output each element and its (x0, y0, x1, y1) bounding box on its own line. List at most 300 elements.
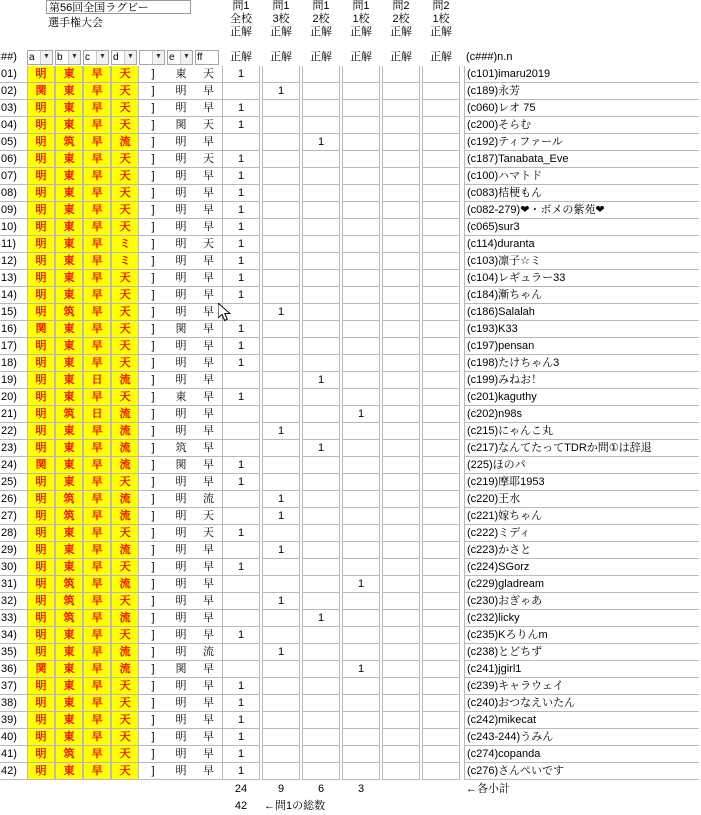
cell-answer-2 (262, 712, 300, 729)
cell-school-d: ミ (111, 236, 139, 253)
cell-school-a: 明 (27, 610, 55, 627)
cell-answer-3 (302, 83, 340, 100)
cell-answer-2 (262, 117, 300, 134)
cell-answer-6 (422, 270, 460, 287)
cell-e: 明 (167, 746, 195, 763)
table-row[interactable] (0, 270, 701, 287)
row-index: 14) (0, 287, 27, 304)
cell-bracket: ] (139, 253, 167, 270)
cell-f: 早 (195, 168, 222, 185)
cell-answer-4 (342, 457, 380, 474)
cell-answer-1 (222, 372, 260, 389)
cell-answer-6 (422, 627, 460, 644)
cell-e: 関 (167, 117, 195, 134)
cell-answer-2 (262, 151, 300, 168)
row-index: 04) (0, 117, 27, 134)
cell-name: (c201)kaguthy (464, 389, 699, 406)
cell-answer-6 (422, 457, 460, 474)
cell-answer-2 (262, 236, 300, 253)
row-index: 02) (0, 83, 27, 100)
filter-dropdown-a[interactable]: a ▼ (27, 50, 53, 65)
filter-dropdown-b[interactable]: b ▼ (55, 50, 81, 65)
grand-total-label: ←問1の総数 (264, 800, 326, 812)
cell-answer-3 (302, 66, 340, 83)
cell-school-b: 東 (55, 695, 83, 712)
cell-f: 早 (195, 576, 222, 593)
cell-answer-4 (342, 644, 380, 661)
cell-answer-5 (382, 542, 420, 559)
cell-e: 明 (167, 168, 195, 185)
cell-answer-4 (342, 763, 380, 780)
cell-school-b: 東 (55, 287, 83, 304)
row-index: 39) (0, 712, 27, 729)
cell-answer-6 (422, 712, 460, 729)
question-group-2: 問1 3校 正解 (270, 0, 292, 38)
cell-school-c: 早 (83, 661, 111, 678)
cell-school-c: 早 (83, 457, 111, 474)
cell-answer-2 (262, 219, 300, 236)
cell-answer-2 (262, 610, 300, 627)
cell-answer-4 (342, 491, 380, 508)
table-row[interactable] (0, 287, 701, 304)
cell-answer-3 (302, 100, 340, 117)
subtotal-3: 6 (317, 783, 325, 795)
table-row[interactable] (0, 134, 701, 151)
table-row[interactable] (0, 746, 701, 763)
cell-answer-1: 1 (222, 729, 260, 746)
cell-name: (c083)桔梗もん (464, 185, 699, 202)
column-header-row (0, 50, 701, 66)
table-row[interactable] (0, 644, 701, 661)
cell-answer-1: 1 (222, 66, 260, 83)
cell-school-c: 早 (83, 440, 111, 457)
cell-name: (c189)永芳 (464, 83, 699, 100)
cell-answer-2 (262, 440, 300, 457)
cell-answer-3 (302, 151, 340, 168)
title-cell: 第56回全国ラグビー (46, 0, 191, 14)
cell-bracket: ] (139, 202, 167, 219)
row-index: 22) (0, 423, 27, 440)
cell-f: 早 (195, 219, 222, 236)
cell-answer-3 (302, 406, 340, 423)
table-row[interactable] (0, 253, 701, 270)
cell-f: 早 (195, 253, 222, 270)
cell-name: (c197)pensan (464, 338, 699, 355)
cell-e: 明 (167, 151, 195, 168)
cell-f: 天 (195, 151, 222, 168)
cell-answer-6 (422, 508, 460, 525)
cell-name: (c198)たけちゃん3 (464, 355, 699, 372)
chevron-down-icon[interactable]: ▼ (124, 51, 136, 64)
cell-answer-5 (382, 338, 420, 355)
row-index: 10) (0, 219, 27, 236)
table-row[interactable] (0, 117, 701, 134)
cell-school-c: 早 (83, 491, 111, 508)
table-row[interactable] (0, 338, 701, 355)
table-row[interactable] (0, 610, 701, 627)
cell-name: (c239)キャラウェイ (464, 678, 699, 695)
cell-answer-3 (302, 321, 340, 338)
cell-answer-5 (382, 678, 420, 695)
cell-answer-1: 1 (222, 746, 260, 763)
table-row[interactable] (0, 151, 701, 168)
cell-bracket: ] (139, 627, 167, 644)
cell-name: (c104)レギュラー33 (464, 270, 699, 287)
cell-school-d: 流 (111, 423, 139, 440)
cell-school-c: 早 (83, 100, 111, 117)
answer-header-4: 正解 (350, 51, 372, 63)
cell-e: 明 (167, 627, 195, 644)
cell-answer-6 (422, 168, 460, 185)
row-index: 05) (0, 134, 27, 151)
cell-school-a: 明 (27, 763, 55, 780)
cell-school-d: 流 (111, 576, 139, 593)
cell-e: 明 (167, 525, 195, 542)
cell-school-a: 明 (27, 695, 55, 712)
cell-name: (c192)ティファール (464, 134, 699, 151)
cell-answer-4 (342, 474, 380, 491)
cell-school-c: 早 (83, 729, 111, 746)
cell-e: 明 (167, 219, 195, 236)
cell-school-a: 明 (27, 287, 55, 304)
cell-school-c: 早 (83, 287, 111, 304)
cell-answer-5 (382, 559, 420, 576)
cell-f: 早 (195, 712, 222, 729)
cell-answer-6 (422, 304, 460, 321)
table-row[interactable] (0, 576, 701, 593)
cell-answer-2 (262, 474, 300, 491)
cell-school-b: 東 (55, 270, 83, 287)
cell-name: (c114)duranta (464, 236, 699, 253)
cell-school-c: 日 (83, 372, 111, 389)
cell-answer-4 (342, 321, 380, 338)
row-index: 42) (0, 763, 27, 780)
cell-answer-3 (302, 729, 340, 746)
table-row[interactable] (0, 372, 701, 389)
table-row[interactable] (0, 491, 701, 508)
table-row[interactable] (0, 525, 701, 542)
table-row[interactable] (0, 661, 701, 678)
cell-answer-6 (422, 695, 460, 712)
cell-f: 早 (195, 678, 222, 695)
cell-name: (c230)おぎゃあ (464, 593, 699, 610)
cell-answer-4 (342, 253, 380, 270)
cell-school-c: 早 (83, 304, 111, 321)
chevron-down-icon[interactable]: ▼ (68, 51, 80, 64)
cell-answer-1: 1 (222, 321, 260, 338)
cell-school-b: 東 (55, 66, 83, 83)
cell-school-c: 早 (83, 134, 111, 151)
cell-answer-3 (302, 423, 340, 440)
cell-answer-4 (342, 287, 380, 304)
cell-answer-1 (222, 593, 260, 610)
table-row[interactable] (0, 304, 701, 321)
filter-dropdown-bracket[interactable] (139, 50, 165, 65)
cell-school-b: 東 (55, 423, 83, 440)
cell-answer-4 (342, 678, 380, 695)
cell-answer-3 (302, 185, 340, 202)
cell-school-d: 天 (111, 321, 139, 338)
cell-answer-2 (262, 406, 300, 423)
cell-f: 早 (195, 287, 222, 304)
table-row[interactable] (0, 763, 701, 780)
cell-school-b: 東 (55, 627, 83, 644)
cell-answer-5 (382, 134, 420, 151)
table-row[interactable] (0, 423, 701, 440)
cell-f: 早 (195, 746, 222, 763)
table-row[interactable] (0, 457, 701, 474)
table-row[interactable] (0, 321, 701, 338)
cell-e: 明 (167, 712, 195, 729)
cell-answer-6 (422, 321, 460, 338)
row-index: 09) (0, 202, 27, 219)
cell-answer-1: 1 (222, 763, 260, 780)
cell-answer-5 (382, 746, 420, 763)
table-row[interactable] (0, 440, 701, 457)
cell-answer-4 (342, 202, 380, 219)
cell-answer-3 (302, 270, 340, 287)
cell-answer-1: 1 (222, 253, 260, 270)
subtotal-label: ←各小計 (466, 783, 510, 795)
cell-answer-5 (382, 474, 420, 491)
cell-answer-2 (262, 678, 300, 695)
cell-answer-4 (342, 83, 380, 100)
cell-answer-3 (302, 559, 340, 576)
table-row[interactable] (0, 202, 701, 219)
cell-school-a: 明 (27, 372, 55, 389)
table-row[interactable] (0, 100, 701, 117)
cell-answer-5 (382, 729, 420, 746)
cell-school-c: 早 (83, 576, 111, 593)
cell-school-c: 日 (83, 406, 111, 423)
row-index: 33) (0, 610, 27, 627)
cell-school-d: 天 (111, 525, 139, 542)
cell-bracket: ] (139, 406, 167, 423)
cell-school-b: 筑 (55, 746, 83, 763)
cell-answer-2: 1 (262, 423, 300, 440)
cell-answer-2 (262, 389, 300, 406)
cell-answer-3 (302, 678, 340, 695)
cell-answer-4 (342, 100, 380, 117)
cell-name: (c215)にゃんこ丸 (464, 423, 699, 440)
filter-dropdown-d[interactable]: d ▼ (111, 50, 137, 65)
cell-school-b: 東 (55, 253, 83, 270)
cell-answer-5 (382, 406, 420, 423)
cell-answer-1: 1 (222, 219, 260, 236)
table-row[interactable] (0, 729, 701, 746)
cell-answer-1: 1 (222, 185, 260, 202)
cell-bracket: ] (139, 287, 167, 304)
cell-answer-2 (262, 338, 300, 355)
cell-answer-1 (222, 134, 260, 151)
subtotal-row (0, 781, 701, 798)
table-row[interactable] (0, 542, 701, 559)
cell-school-a: 明 (27, 270, 55, 287)
cell-school-a: 明 (27, 508, 55, 525)
cell-answer-3 (302, 576, 340, 593)
cell-answer-1: 1 (222, 712, 260, 729)
row-index: 36) (0, 661, 27, 678)
cell-school-d: 天 (111, 202, 139, 219)
table-row[interactable] (0, 406, 701, 423)
table-row[interactable] (0, 508, 701, 525)
cell-school-b: 東 (55, 457, 83, 474)
cell-e: 明 (167, 304, 195, 321)
cell-school-a: 明 (27, 202, 55, 219)
cell-school-d: 流 (111, 610, 139, 627)
cell-bracket: ] (139, 474, 167, 491)
filter-dropdown-e[interactable]: e ▼ (167, 50, 193, 65)
cell-answer-6 (422, 423, 460, 440)
cell-school-d: 天 (111, 389, 139, 406)
cell-answer-4 (342, 559, 380, 576)
cell-answer-1: 1 (222, 236, 260, 253)
cell-school-a: 明 (27, 491, 55, 508)
cell-e: 筑 (167, 440, 195, 457)
cell-school-b: 東 (55, 219, 83, 236)
row-index: 20) (0, 389, 27, 406)
table-row[interactable] (0, 627, 701, 644)
cell-answer-5 (382, 627, 420, 644)
cell-bracket: ] (139, 372, 167, 389)
cell-answer-5 (382, 576, 420, 593)
cell-answer-5 (382, 321, 420, 338)
cell-school-d: 天 (111, 559, 139, 576)
table-row[interactable] (0, 219, 701, 236)
cell-answer-4 (342, 712, 380, 729)
table-row[interactable] (0, 185, 701, 202)
cell-bracket: ] (139, 695, 167, 712)
cell-school-a: 明 (27, 253, 55, 270)
cell-school-a: 明 (27, 134, 55, 151)
cell-school-c: 早 (83, 423, 111, 440)
filter-dropdown-c[interactable]: c ▼ (83, 50, 109, 65)
cell-answer-1: 1 (222, 627, 260, 644)
cell-answer-3 (302, 542, 340, 559)
cell-name: (c184)漸ちゃん (464, 287, 699, 304)
cell-e: 明 (167, 508, 195, 525)
grand-total-value: 42 (234, 800, 248, 812)
cell-school-b: 東 (55, 525, 83, 542)
cell-answer-4 (342, 423, 380, 440)
answer-header-5: 正解 (390, 51, 412, 63)
cell-answer-2 (262, 185, 300, 202)
cell-school-c: 早 (83, 712, 111, 729)
row-index: 16) (0, 321, 27, 338)
cell-school-d: 流 (111, 542, 139, 559)
cell-answer-6 (422, 440, 460, 457)
cell-f: 早 (195, 202, 222, 219)
filter-dropdown-f[interactable]: ff (195, 50, 219, 65)
cell-answer-4 (342, 151, 380, 168)
cell-answer-5 (382, 372, 420, 389)
chevron-down-icon[interactable]: ▼ (152, 51, 164, 64)
cell-school-b: 筑 (55, 593, 83, 610)
cell-answer-2 (262, 695, 300, 712)
cell-answer-1 (222, 83, 260, 100)
cell-school-b: 東 (55, 440, 83, 457)
cell-school-a: 明 (27, 304, 55, 321)
cell-answer-4 (342, 355, 380, 372)
cell-answer-3 (302, 593, 340, 610)
cell-school-b: 東 (55, 83, 83, 100)
table-row[interactable] (0, 355, 701, 372)
cell-answer-5 (382, 270, 420, 287)
cell-bracket: ] (139, 491, 167, 508)
cell-answer-4 (342, 729, 380, 746)
cell-school-c: 早 (83, 83, 111, 100)
table-row[interactable] (0, 83, 701, 100)
cell-answer-5 (382, 610, 420, 627)
table-row[interactable] (0, 712, 701, 729)
cell-answer-6 (422, 576, 460, 593)
cell-answer-2 (262, 372, 300, 389)
cell-answer-5 (382, 236, 420, 253)
table-row[interactable] (0, 389, 701, 406)
cell-name: (c187)Tanabata_Eve (464, 151, 699, 168)
row-index: 24) (0, 457, 27, 474)
cell-school-d: 天 (111, 474, 139, 491)
table-row[interactable] (0, 168, 701, 185)
cell-f: 早 (195, 610, 222, 627)
cell-answer-4 (342, 236, 380, 253)
cell-f: 天 (195, 508, 222, 525)
cell-school-c: 早 (83, 185, 111, 202)
cell-answer-3: 1 (302, 440, 340, 457)
cell-answer-4: 1 (342, 406, 380, 423)
table-row[interactable] (0, 559, 701, 576)
cell-school-d: 流 (111, 457, 139, 474)
cell-f: 天 (195, 525, 222, 542)
cell-answer-6 (422, 491, 460, 508)
chevron-down-icon[interactable]: ▼ (180, 51, 192, 64)
cell-bracket: ] (139, 355, 167, 372)
table-row[interactable] (0, 66, 701, 83)
cell-name: (c241)jgirl1 (464, 661, 699, 678)
table-row[interactable] (0, 678, 701, 695)
table-row[interactable] (0, 236, 701, 253)
chevron-down-icon[interactable]: ▼ (40, 51, 52, 64)
cell-school-d: 天 (111, 712, 139, 729)
cell-school-c: 早 (83, 270, 111, 287)
cell-e: 関 (167, 457, 195, 474)
cell-school-c: 早 (83, 389, 111, 406)
cell-answer-3 (302, 219, 340, 236)
table-row[interactable] (0, 695, 701, 712)
cell-school-a: 明 (27, 219, 55, 236)
cell-answer-1: 1 (222, 287, 260, 304)
cell-answer-1: 1 (222, 525, 260, 542)
row-index: 15) (0, 304, 27, 321)
cell-school-d: 天 (111, 151, 139, 168)
cell-answer-3 (302, 763, 340, 780)
table-row[interactable] (0, 474, 701, 491)
cell-answer-5 (382, 712, 420, 729)
chevron-down-icon[interactable]: ▼ (96, 51, 108, 64)
cell-answer-2 (262, 287, 300, 304)
cell-answer-2 (262, 559, 300, 576)
cell-answer-5 (382, 423, 420, 440)
table-row[interactable] (0, 593, 701, 610)
cell-answer-5 (382, 661, 420, 678)
row-index: 32) (0, 593, 27, 610)
cell-name: (c276)さんぺいです (464, 763, 699, 780)
cell-school-b: 筑 (55, 610, 83, 627)
cell-school-b: 東 (55, 559, 83, 576)
cell-bracket: ] (139, 440, 167, 457)
cell-f: 天 (195, 236, 222, 253)
cell-answer-1: 1 (222, 151, 260, 168)
